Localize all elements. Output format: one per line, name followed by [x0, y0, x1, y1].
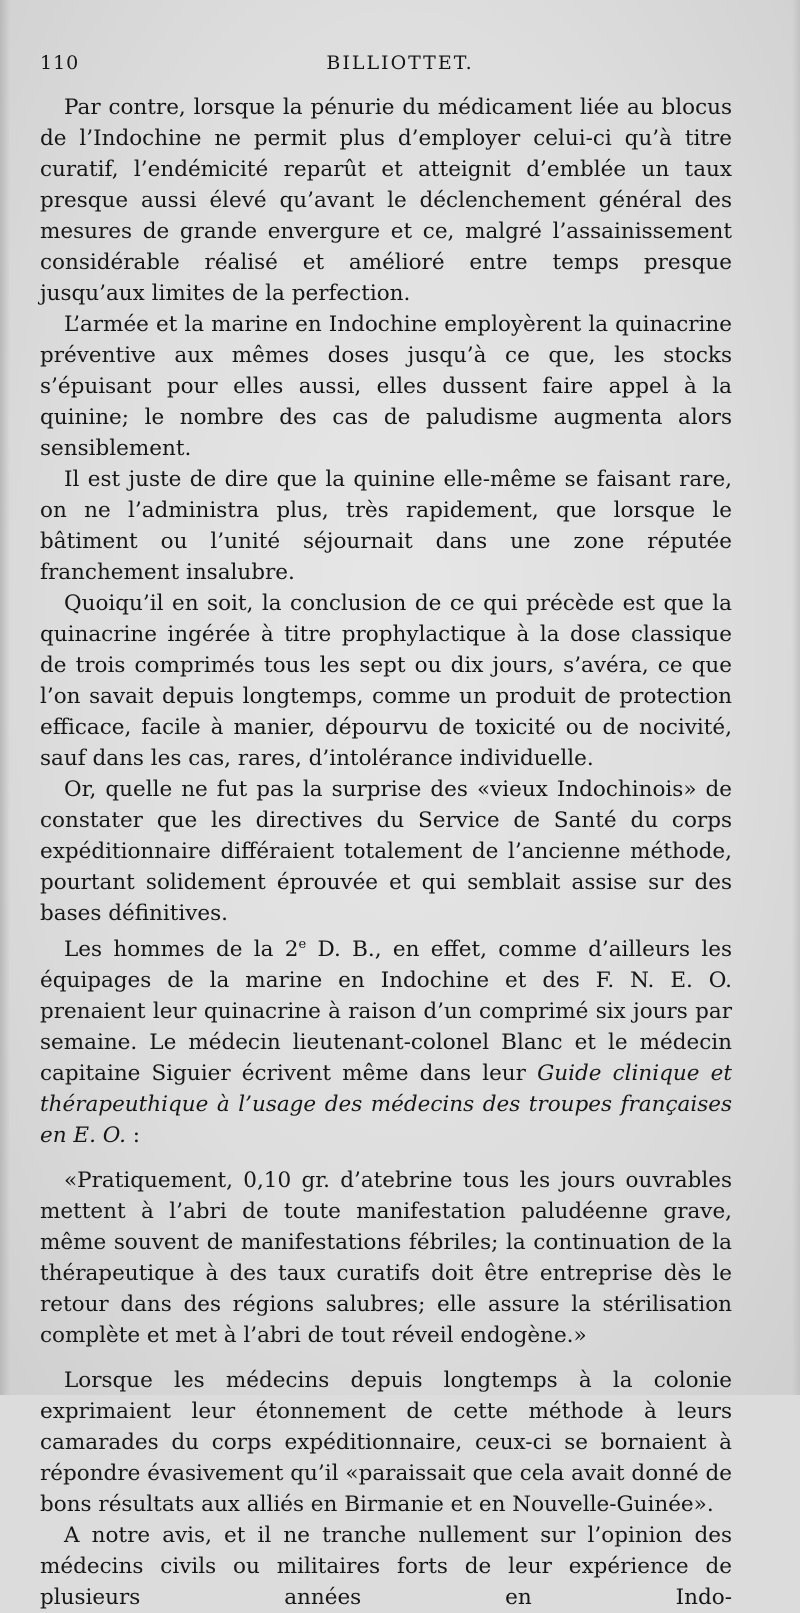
- paragraph-2: L’armée et la marine en Indochine employèrent la quinacrine préventive aux mêmes doses jusqu’à ce que, les stocks s’épuisant pour elles aussi, elles dussent faire appel à la quinine; le nombre des cas de paludisme augmenta alors sensiblement.: [40, 312, 732, 461]
- quotation-paragraph: «Pratiquement, 0,10 gr. d’atebrine tous les jours ouvrables mettent à l’abri de toute manifestation paludéenne grave, même souvent de manifestations fébriles; la continuation de la thérapeutique à des taux curatifs doit être entreprise dès le retour dans des régions salubres; elle assure la stérilisation complète et met à l’abri de tout réveil endogène.»: [40, 1168, 732, 1349]
- paragraph-6-text-middle: D. B., en effet, comme d’ailleurs les équipages de la marine en Indochine et des F. N. E. O. prenaient leur quinacrine à raison d’un comprimé six jours par semaine. Le médecin lieutenant-colonel Blanc et le médecin capitaine Siguier écrivent même dans leur: [40, 937, 732, 1087]
- paragraph-6-text-before: Les hommes de la 2: [64, 937, 299, 963]
- paragraph-6: [40, 929, 732, 1151]
- running-head: BILLIOTTET.: [326, 52, 474, 74]
- paragraph-3: Il est juste de dire que la quinine elle-même se faisant rare, on ne l’administra plus, très rapidement, que lorsque le bâtiment ou l’unité séjournait dans une zone réputée franchement insalubre.: [40, 467, 732, 585]
- page-number: 110: [40, 52, 80, 74]
- paragraph-5: Or, quelle ne fut pas la surprise des «vieux Indochinois» de constater que les directives du Service de Santé du corps expéditionnaire différaient totalement de l’ancienne méthode, pourtant solidement éprouvée et qui semblait assise sur des bases définitives.: [40, 777, 732, 926]
- ordinal-superscript: e: [298, 937, 307, 952]
- body-text: [40, 92, 732, 1613]
- paragraph-9: A notre avis, et il ne tranche nullement sur l’opinion des médecins civils ou militaires forts de leur expérience de plusieurs années en Indo-: [40, 1523, 732, 1611]
- paragraph-6-text-after: :: [125, 1123, 141, 1149]
- guide-title: Guide clinique et thérapeuthique à l’usage des médecins des troupes françaises en E. O.: [40, 1061, 732, 1149]
- paragraph-4: Quoiqu’il en soit, la conclusion de ce qui précède est que la quinacrine ingérée à titre prophylactique à la dose classique de trois comprimés tous les sept ou dix jours, s’avéra, ce que l’on savait depuis longtemps, comme un produit de protection efficace, facile à manier, dépourvu de toxicité ou de nocivité, sauf dans les cas, rares, d’intolérance individuelle.: [40, 591, 732, 771]
- paragraph-1: Par contre, lorsque la pénurie du médicament liée au blocus de l’Indochine ne permit plus d’employer celui-ci qu’à titre curatif, l’endémicité reparût et atteignit d’emblée un taux presque aussi élevé qu’avant le déclenchement général des mesures de grande envergure et ce, malgré l’assainissement considérable réalisé et amélioré entre temps presque jusqu’aux limites de la perfection.: [40, 95, 732, 306]
- paragraph-8: Lorsque les médecins depuis longtemps à la colonie exprimaient leur étonnement de cette méthode à leurs camarades du corps expéditionnaire, ceux-ci se bornaient à répondre évasivement qu’il «paraissait que cela avait donné de bons résultats aux alliés en Birmanie et en Nouvelle-Guinée».: [40, 1368, 732, 1518]
- page-header: [40, 52, 760, 82]
